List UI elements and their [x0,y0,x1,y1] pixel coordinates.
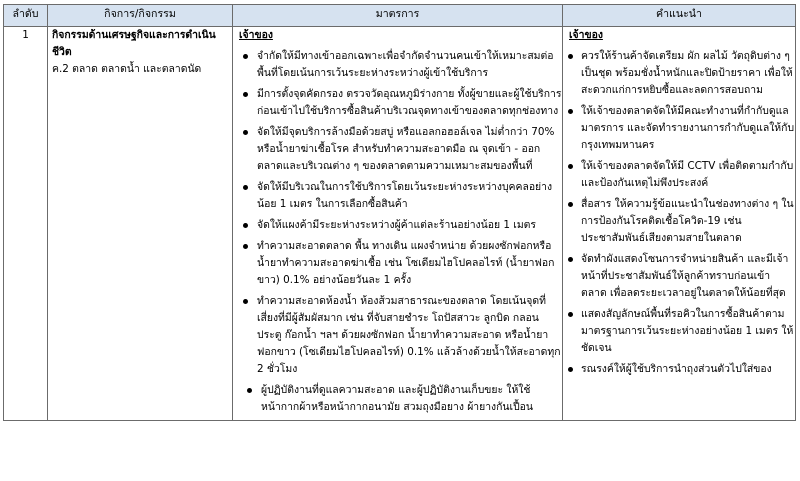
measures-owner-heading: เจ้าของ [239,29,273,41]
recommendation-item: ให้เจ้าของตลาดจัดให้มี CCTV เพื่อติดตามกำกับและป้องกันเหตุไม่พึงประสงค์ [563,158,795,192]
activity-title: กิจกรรมด้านเศรษฐกิจและการดำเนินชีวิต [52,29,216,58]
recommendation-item: แสดงสัญลักษณ์พื้นที่รอคิวในการซื้อสินค้าตามมาตรฐานการเว้นระยะห่างอย่างน้อย 1 เมตร ให้ชัดเจน [563,306,795,357]
recommendation-item: จัดทำผังแสดงโซนการจำหน่ายสินค้า และมีเจ้าหน้าที่ประชาสัมพันธ์ให้ลูกค้าทราบก่อนเข้าตลาด เพื่อลดระยะเวลาอยู่ในตลาดให้น้อยที่สุด [563,251,795,302]
header-recommendations: คำแนะนำ [563,5,796,27]
header-measures: มาตรการ [233,5,563,27]
measure-item: จัดให้มีบริเวณในการใช้บริการโดยเว้นระยะห่างระหว่างบุคคลอย่างน้อย 1 เมตร ในการเลือกซื้อสินค้า [233,179,562,213]
header-no: ลำดับ [4,5,48,27]
recommendation-item: รณรงค์ให้ผู้ใช้บริการนำถุงส่วนตัวไปใส่ของ [563,361,795,378]
measures-list [233,48,562,416]
recommendation-item: ควรให้ร้านค้าจัดเตรียม ผัก ผลไม้ วัตถุดิบต่าง ๆ เป็นชุด พร้อมชั่งน้ำหนักและปิดป้ายราคา เพื่อให้สะดวกแก่การหยิบซื้อและลดการสอบถาม [563,48,795,99]
measure-item: มีการตั้งจุดคัดกรอง ตรวจวัดอุณหภูมิร่างกาย ทั้งผู้ขายและผู้ใช้บริการก่อนเข้าไปใช้บริการซื้อสินค้าบริเวณจุดทางเข้าของตลาดทุกช่องทาง [233,86,562,120]
measure-item: ผู้ปฏิบัติงานที่ดูแลความสะอาด และผู้ปฏิบัติงานเก็บขยะ ให้ใช้หน้ากากผ้าหรือหน้ากากอนามัย สวมถุงมือยาง ผ้ายางกันเปื้อน [233,382,562,416]
recommendation-item: สื่อสาร ให้ความรู้ข้อแนะนำในช่องทางต่าง ๆ ในการป้องกันโรคติดเชื้อโควิด-19 เช่น ประชาสัมพันธ์เสียงตามสายในตลาด [563,196,795,247]
measure-item: ทำความสะอาดห้องน้ำ ห้องส้วมสาธารณะของตลาด โดยเน้นจุดที่เสี่ยงที่มีผู้สัมผัสมาก เช่น ที่จับสายชำระ โถปัสสาวะ ลูกบิด กลอนประตู ก๊อกน้ำ ฯลฯ ด้วยผงซักฟอก น้ำยาทำความสะอาด หรือน้ำยาฟอกขาว (โซเดียมไฮโปคลอไรท์) 0.1% แล้วล้างด้วยน้ำให้สะอาดทุก 2 ชั่วโมง [233,293,562,378]
measure-item: ทำความสะอาดตลาด พื้น ทางเดิน แผงจำหน่าย ด้วยผงซักฟอกหรือน้ำยาทำความสะอาดฆ่าเชื้อ เช่น โซเดียมไฮโปคลอไรท์ (น้ำยาฟอกขาว) 0.1% อย่างน้อยวันละ 1 ครั้ง [233,238,562,289]
recommendation-item: ให้เจ้าของตลาดจัดให้มีคณะทำงานที่กำกับดูแลมาตรการ และจัดทำรายงานการกำกับดูแลให้กับกรุงเทพมหานคร [563,103,795,154]
measure-item: จัดให้มีจุดบริการล้างมือด้วยสบู่ หรือแอลกอฮอล์เจล ไม่ต่ำกว่า 70% หรือน้ำยาฆ่าเชื้อโรค สำหรับทำความสะอาดมือ ณ จุดเข้า - ออกตลาดและบริเวณต่าง ๆ ของตลาดตามความเหมาะสมของพื้นที่ [233,124,562,175]
measure-item: จำกัดให้มีทางเข้าออกเฉพาะเพื่อจำกัดจำนวนคนเข้าให้เหมาะสมต่อพื้นที่โดยเน้นการเว้นระยะห่างระหว่างผู้เข้าใช้บริการ [233,48,562,82]
table-header-row [4,5,796,27]
table-row [4,27,796,421]
measures-cell [233,27,563,421]
row-number: 1 [4,27,48,421]
recommendations-owner-heading: เจ้าของ [569,29,603,41]
recommendations-cell [563,27,796,421]
activity-cell [48,27,233,421]
activity-subtitle: ค.2 ตลาด ตลาดน้ำ และตลาดนัด [52,63,202,75]
measure-item: จัดให้แผงค้ามีระยะห่างระหว่างผู้ค้าแต่ละร้านอย่างน้อย 1 เมตร [233,217,562,234]
recommendations-list [563,48,795,378]
measures-table [3,4,796,421]
header-activity: กิจการ/กิจกรรม [48,5,233,27]
